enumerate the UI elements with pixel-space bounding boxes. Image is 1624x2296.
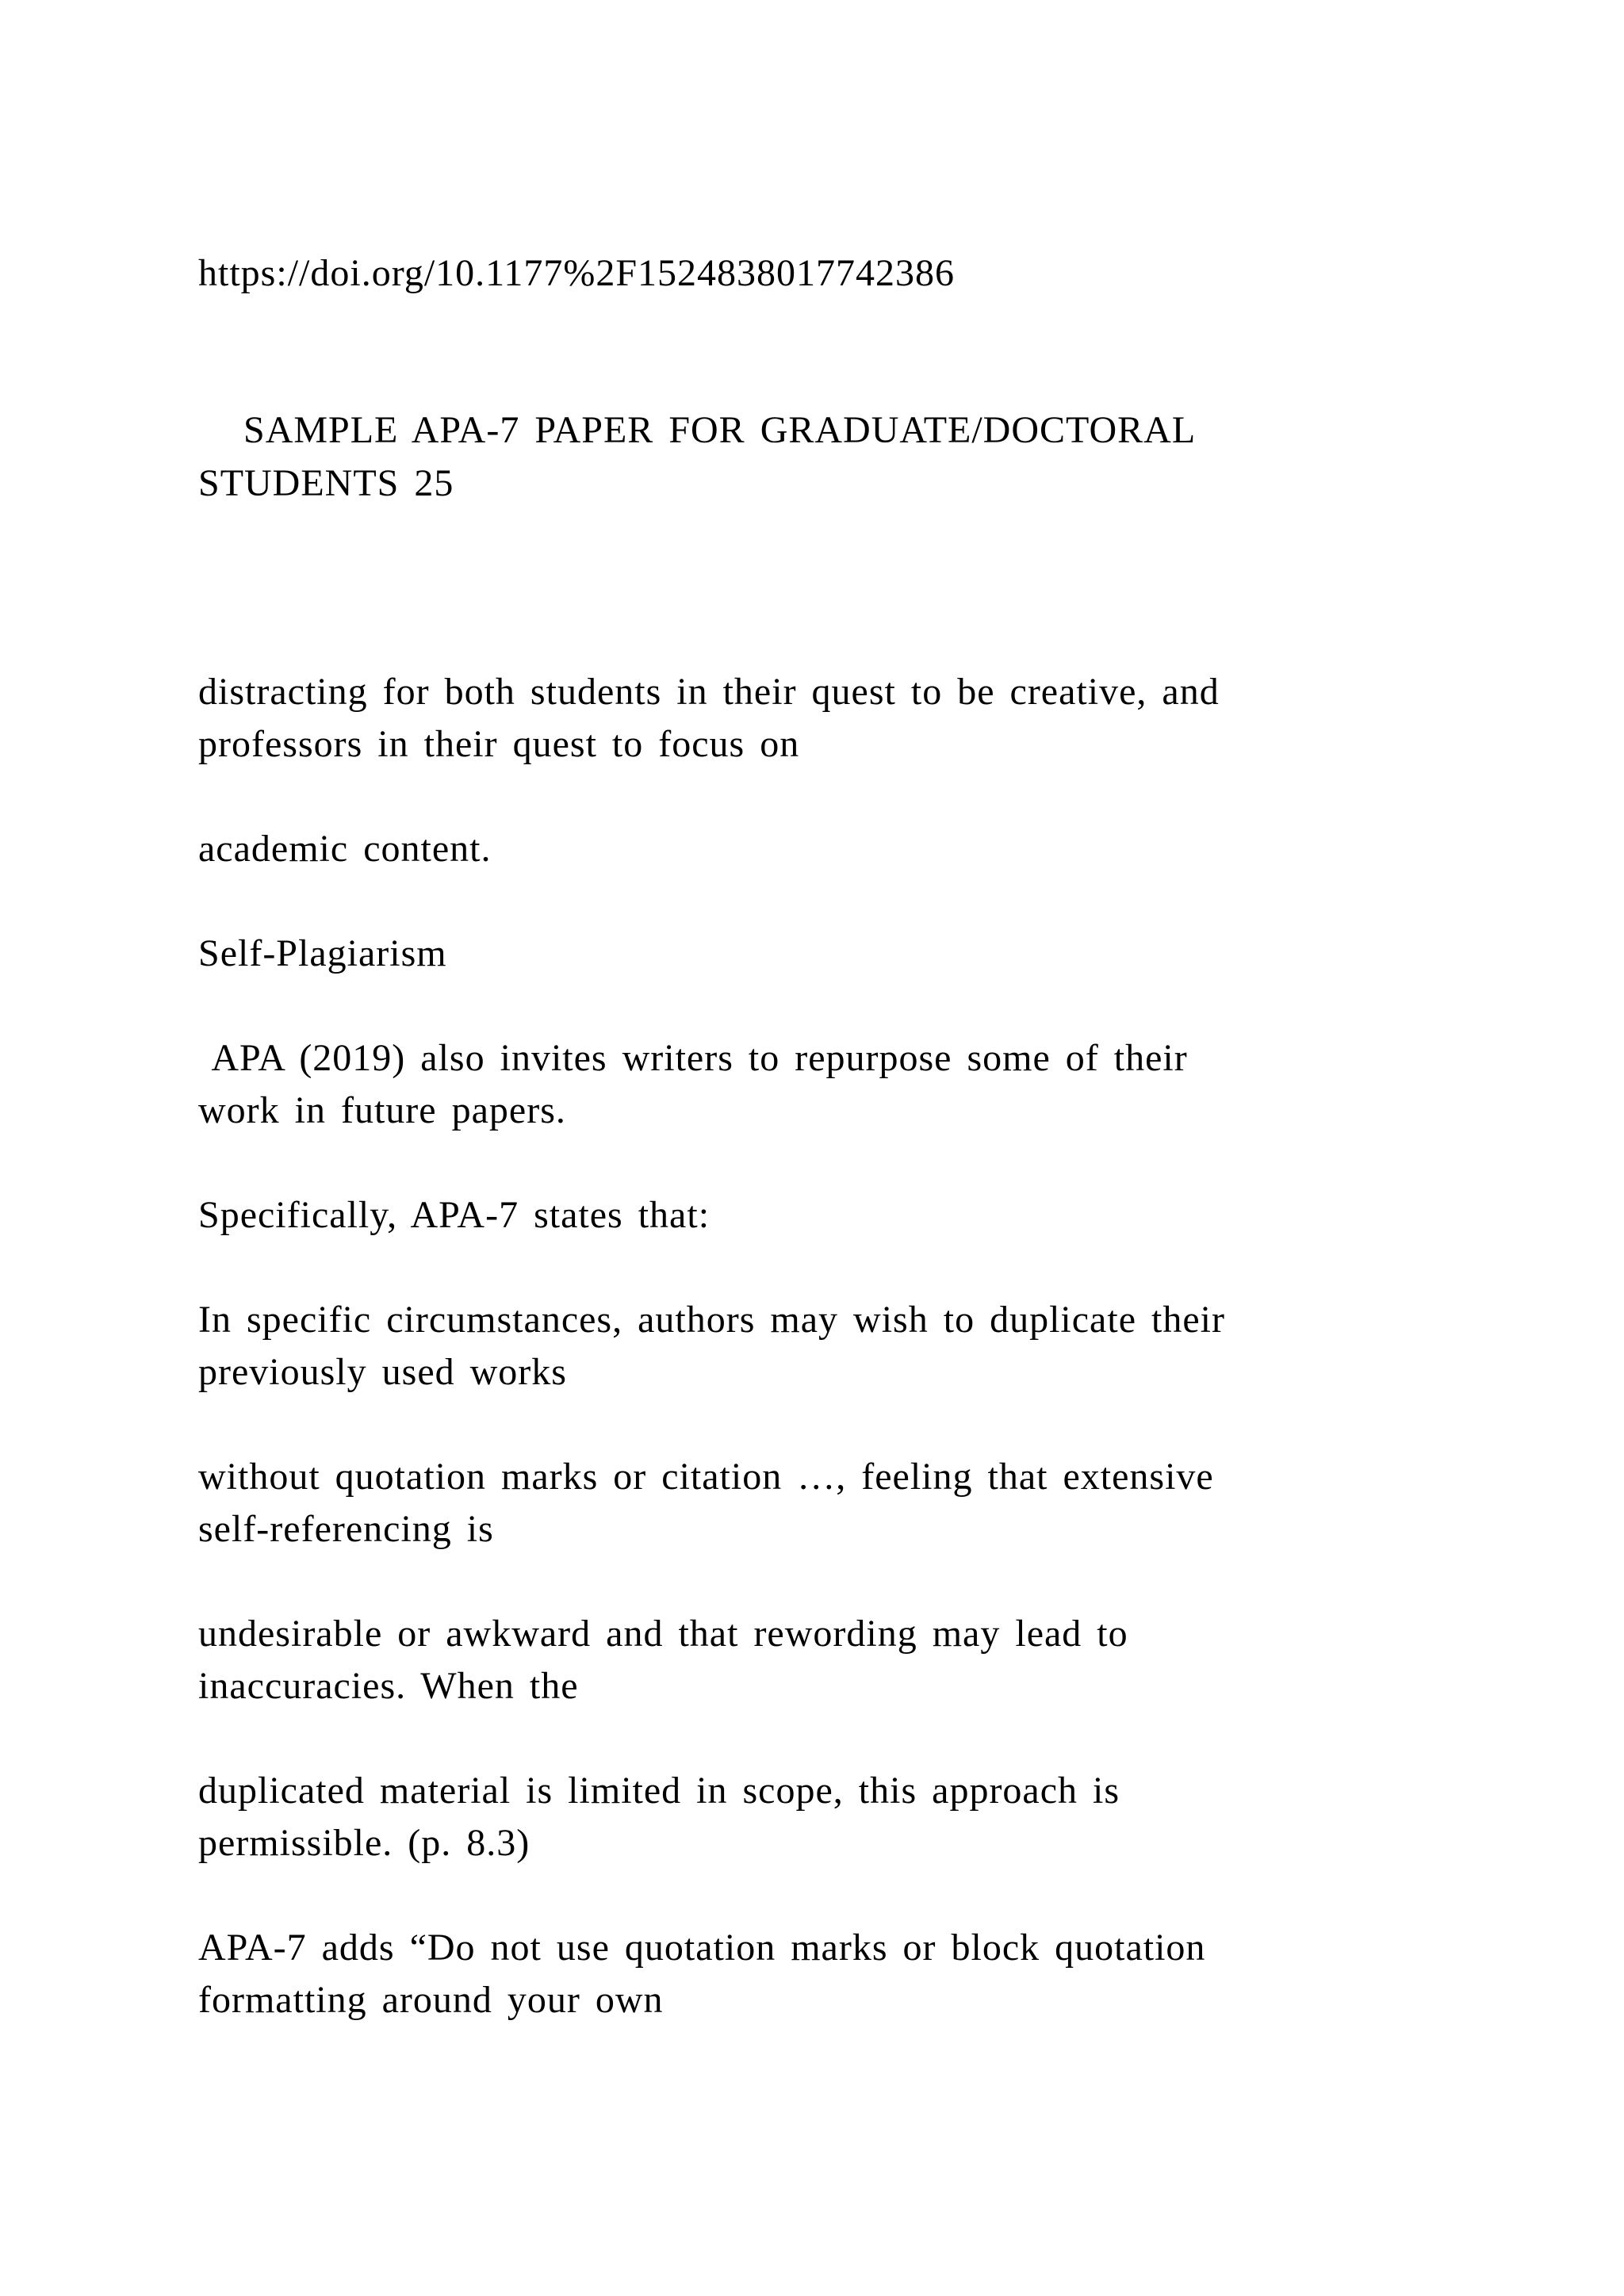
paragraph-line: Specifically, APA-7 states that: [198, 1194, 710, 1236]
paragraph-line: work in future papers. [198, 1089, 566, 1131]
quote-line: permissible. (p. 8.3) [198, 1822, 530, 1864]
quote-line: self-referencing is [198, 1508, 494, 1550]
quote-line: previously used works [198, 1351, 567, 1393]
paragraph-line: distracting for both students in their quest to be creative, and [198, 671, 1220, 713]
section-heading: Self-Plagiarism [198, 932, 447, 974]
quote-line: In specific circumstances, authors may wish to duplicate their [198, 1299, 1225, 1341]
quote-line: undesirable or awkward and that rewording may lead to [198, 1613, 1128, 1655]
paragraph-line: formatting around your own [198, 1979, 664, 2021]
quote-line: inaccuracies. When the [198, 1665, 579, 1707]
paragraph-line: APA-7 adds “Do not use quotation marks or block quotation [198, 1927, 1206, 1969]
running-head-line-1: SAMPLE APA-7 PAPER FOR GRADUATE/DOCTORAL [198, 409, 1197, 451]
running-head-line-2: STUDENTS 25 [198, 462, 454, 504]
doi-link: https://doi.org/10.1177%2F1524838017742386 [198, 252, 956, 294]
paragraph-line: professors in their quest to focus on [198, 723, 800, 765]
quote-line: without quotation marks or citation …, feeling that extensive [198, 1456, 1214, 1498]
paragraph-line: academic content. [198, 828, 492, 870]
paragraph-line: APA (2019) also invites writers to repurpose some of their [198, 1037, 1188, 1079]
quote-line: duplicated material is limited in scope, this approach is [198, 1770, 1120, 1812]
